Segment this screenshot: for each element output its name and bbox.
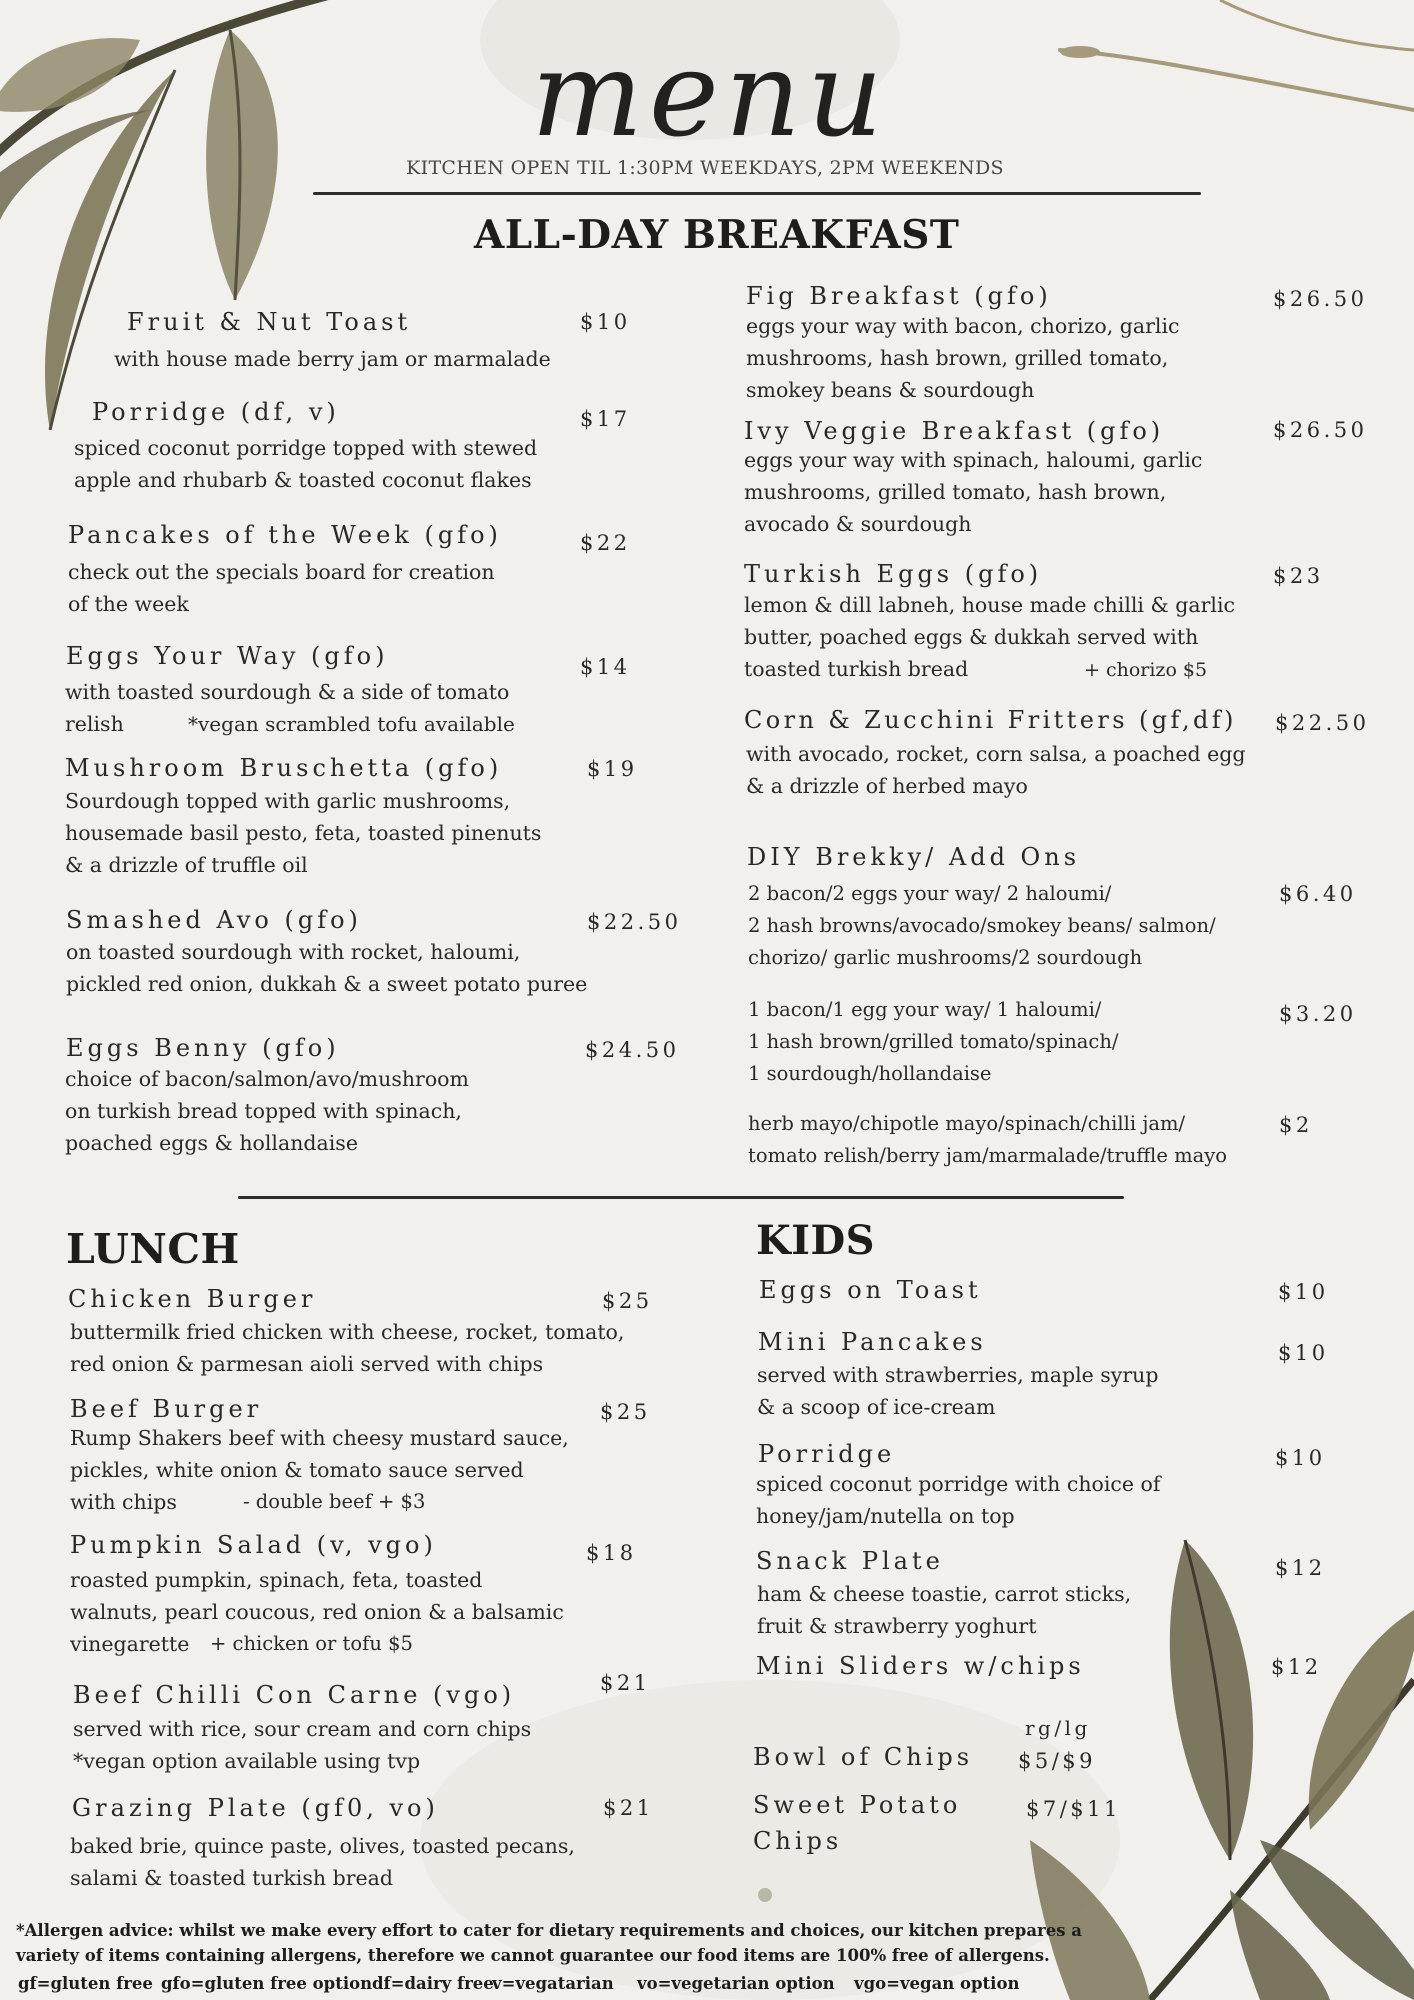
item-name: Pancakes of the Week (gfo) (68, 521, 502, 549)
item-name: Mushroom Bruschetta (gfo) (65, 754, 503, 782)
item-name: Porridge (758, 1440, 896, 1468)
item-name: Bowl of Chips (753, 1743, 974, 1771)
item-description: 2 bacon/2 eggs your way/ 2 haloumi/ 2 hash browns/avocado/smokey beans/ salmon/ chorizo/ garlic mushrooms/2 sourdough (748, 882, 1216, 969)
item-description: spiced coconut porridge with choice of honey/jam/nutella on top (756, 1472, 1161, 1528)
item-name: Grazing Plate (gf0, vo) (72, 1794, 439, 1822)
item-price: $21 (600, 1671, 651, 1695)
item-name: Fig Breakfast (gfo) (746, 282, 1052, 310)
svg-text:menu: menu (531, 45, 889, 163)
item-price: $10 (1278, 1280, 1329, 1304)
kids-section-title: KIDS (756, 1217, 876, 1264)
item-price: $25 (600, 1400, 651, 1424)
item-price: $24.50 (585, 1038, 680, 1062)
item-description: spiced coconut porridge topped with stewed apple and rhubarb & toasted coconut flakes (74, 436, 538, 492)
item-price: $14 (580, 655, 631, 679)
size-label: rg/lg (1025, 1716, 1091, 1740)
item-name: Eggs Your Way (gfo) (66, 642, 389, 670)
item-price: $19 (587, 757, 638, 781)
item-description: Sourdough topped with garlic mushrooms, housemade basil pesto, feta, toasted pinenuts & a drizzle of truffle oil (65, 789, 542, 877)
item-note: + chorizo $5 (1084, 659, 1208, 681)
item-price: $6.40 (1279, 882, 1357, 906)
item-price: $10 (1275, 1446, 1326, 1470)
legend-gf: gf=gluten free (18, 1974, 153, 1993)
item-price: $22 (580, 531, 631, 555)
menu-title (390, 45, 1030, 165)
item-description: herb mayo/chipotle mayo/spinach/chilli jam/ tomato relish/berry jam/marmalade/truffle mayo (748, 1112, 1227, 1167)
item-price: $12 (1275, 1556, 1326, 1580)
item-name: Eggs Benny (gfo) (66, 1034, 340, 1062)
item-name: Snack Plate (756, 1547, 944, 1575)
kitchen-hours: KITCHEN OPEN TIL 1:30PM WEEKDAYS, 2PM WEEKENDS (406, 157, 1004, 179)
dot-decoration (758, 1888, 772, 1902)
item-price: $7/$11 (1026, 1797, 1121, 1821)
item-name: Beef Chilli Con Carne (vgo) (73, 1681, 516, 1709)
item-note: *vegan scrambled tofu available (188, 712, 515, 736)
item-description: Rump Shakers beef with cheesy mustard sauce, pickles, white onion & tomato sauce served with chips (70, 1426, 569, 1514)
item-name: Turkish Eggs (gfo) (744, 560, 1043, 588)
item-description: choice of bacon/salmon/avo/mushroom on turkish bread topped with spinach, poached eggs & hollandaise (65, 1067, 469, 1155)
item-description: lemon & dill labneh, house made chilli & garlic butter, poached eggs & dukkah served with toasted turkish bread (744, 593, 1236, 681)
item-price: $10 (580, 310, 631, 334)
item-price: $17 (580, 407, 631, 431)
item-description: with toasted sourdough & a side of tomato relish (65, 680, 510, 736)
item-description: with house made berry jam or marmalade (114, 347, 551, 371)
legend-v: v=vegatarian (492, 1974, 614, 1993)
allergen-advice-line2: variety of items containing allergens, therefore we cannot guarantee our food items are 100% free of allergens. (16, 1946, 1050, 1965)
item-price: $22.50 (1275, 711, 1370, 735)
item-description: buttermilk fried chicken with cheese, rocket, tomato, red onion & parmesan aioli served with chips (70, 1320, 625, 1376)
legend-df: df=dairy free (372, 1974, 494, 1993)
legend-gfo: gfo=gluten free option (161, 1974, 373, 1993)
item-name: Ivy Veggie Breakfast (gfo) (744, 417, 1165, 445)
breakfast-section-title: ALL-DAY BREAKFAST (474, 212, 960, 258)
item-description: served with rice, sour cream and corn chips *vegan option available using tvp (73, 1717, 532, 1773)
swoosh-decoration (1050, 0, 1414, 130)
item-name: Mini Pancakes (758, 1328, 987, 1356)
item-note: - double beef + $3 (243, 1490, 426, 1513)
item-description: 1 bacon/1 egg your way/ 1 haloumi/ 1 hash brown/grilled tomato/spinach/ 1 sourdough/hollandaise (748, 998, 1119, 1085)
item-name: Eggs on Toast (759, 1276, 982, 1304)
lunch-section-title: LUNCH (66, 1225, 240, 1273)
addons-title: DIY Brekky/ Add Ons (747, 843, 1081, 871)
item-description: roasted pumpkin, spinach, feta, toasted walnuts, pearl coucous, red onion & a balsamic vinegarette (70, 1568, 564, 1656)
item-price: $5/$9 (1018, 1749, 1097, 1773)
item-price: $26.50 (1273, 418, 1368, 442)
legend-vgo: vgo=vegan option (854, 1974, 1020, 1993)
item-price: $2 (1279, 1113, 1313, 1137)
item-name: Pumpkin Salad (v, vgo) (70, 1531, 437, 1559)
item-description: check out the specials board for creation of the week (68, 560, 495, 616)
allergen-advice-line1: *Allergen advice: whilst we make every effort to cater for dietary requirements and choices, our kitchen prepares a (16, 1921, 1082, 1940)
item-price: $10 (1278, 1341, 1329, 1365)
item-note: + chicken or tofu $5 (210, 1632, 413, 1655)
item-name: Chicken Burger (68, 1285, 317, 1313)
item-name: Corn & Zucchini Fritters (gf,df) (744, 706, 1237, 734)
item-name: Smashed Avo (gfo) (66, 906, 362, 934)
item-description: on toasted sourdough with rocket, haloumi, pickled red onion, dukkah & a sweet potato puree (66, 940, 588, 996)
item-price: $18 (586, 1541, 637, 1565)
item-description: ham & cheese toastie, carrot sticks, fruit & strawberry yoghurt (757, 1582, 1132, 1638)
item-name: Mini Sliders w/chips (756, 1652, 1085, 1680)
item-price: $23 (1273, 564, 1324, 588)
item-price: $3.20 (1279, 1002, 1357, 1026)
item-description: baked brie, quince paste, olives, toasted pecans, salami & toasted turkish bread (70, 1834, 575, 1890)
divider-top (313, 192, 1201, 195)
item-price: $12 (1271, 1655, 1322, 1679)
item-name: Beef Burger (70, 1395, 263, 1423)
item-name: Fruit & Nut Toast (127, 308, 412, 336)
item-price: $22.50 (587, 910, 682, 934)
item-price: $26.50 (1273, 287, 1368, 311)
item-description: served with strawberries, maple syrup & a scoop of ice-cream (757, 1363, 1159, 1419)
legend-vo: vo=vegetarian option (637, 1974, 835, 1993)
item-price: $25 (602, 1289, 653, 1313)
divider-middle (238, 1196, 1124, 1199)
item-description: eggs your way with spinach, haloumi, garlic mushrooms, grilled tomato, hash brown, avocado & sourdough (744, 448, 1203, 536)
item-price: $21 (603, 1796, 654, 1820)
item-name-continued: Chips (753, 1827, 843, 1855)
item-description: with avocado, rocket, corn salsa, a poached egg & a drizzle of herbed mayo (746, 742, 1246, 798)
item-description: eggs your way with bacon, chorizo, garlic mushrooms, hash brown, grilled tomato, smokey beans & sourdough (746, 314, 1180, 402)
item-name: Porridge (df, v) (92, 398, 340, 426)
item-name: Sweet Potato (753, 1791, 962, 1819)
